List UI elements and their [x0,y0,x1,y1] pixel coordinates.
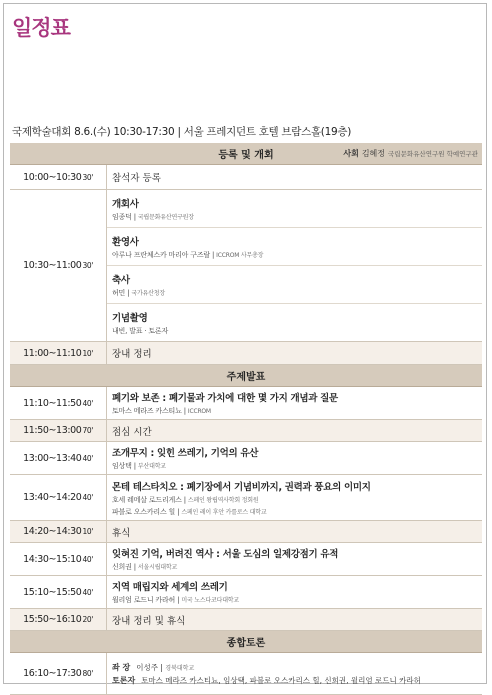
talk-title: 잊혀진 기억, 버려진 역사 : 서울 도심의 일제강점기 유적 [112,549,339,560]
time-cell [10,387,107,419]
time-cell [10,165,107,189]
schedule-row-talk [10,387,482,420]
content-cell [107,420,482,441]
schedule-row-rest [10,521,482,543]
time-cell [10,342,107,364]
time-cell [10,420,107,441]
time-range: 16:10~17:30 [23,668,82,679]
content-cell [107,442,482,474]
content-cell [107,543,482,575]
schedule-row-talk [10,475,482,521]
time-range: 10:30~11:00 [23,260,82,271]
time-range: 11:50~13:00 [23,425,82,436]
item-title: 환영사 [112,236,139,248]
time-range: 13:00~13:40 [23,452,82,464]
time-cell [10,653,107,694]
item-title: 축사 [112,274,130,286]
section-header-keynote [10,365,482,387]
content-cell [107,521,482,542]
talk-speaker: 호세 레메살 로드리게스 | 스페인 왕립역사학회 정회원 [112,495,259,504]
item-speaker: 임종덕 | 국립문화유산연구원장 [112,212,194,221]
duration: 30' [82,172,93,182]
session-title: 장내 정리 및 휴식 [112,615,186,627]
schedule-table [10,143,482,695]
time-cell [10,442,107,474]
duration: 80' [82,669,93,678]
section-header-discussion [10,631,482,653]
duration: 30' [82,261,93,270]
content-cell [107,342,482,364]
content-cell [107,387,482,419]
talk-speaker: 임상택 | 부산대학교 [112,462,166,470]
moderator-info [343,143,478,164]
schedule-row-lunch [10,420,482,442]
time-range: 15:50~16:10 [23,614,82,625]
moderator-label: 사회 [343,149,359,158]
time-cell [10,475,107,520]
duration: 40' [82,398,93,408]
schedule-row-talk [10,543,482,576]
schedule-row-opening [10,190,482,342]
time-range: 14:30~15:10 [23,553,82,565]
section-title: 등록 및 개회 [218,150,274,161]
content-cell [107,609,482,630]
section-header-opening [10,143,482,165]
duration: 70' [82,426,93,435]
item-title: 개회사 [112,198,139,210]
time-range: 10:00~10:30 [23,171,82,183]
opening-item [107,266,482,304]
talk-title: 지역 매립지와 세계의 쓰레기 [112,582,228,593]
section-title: 주제발표 [226,372,266,383]
duration: 40' [82,554,93,564]
talk-speaker: 파블로 오스카리스 힐 | 스페인 레이 후안 카를로스 대학교 [112,507,267,516]
opening-item [107,228,482,266]
discussion-panel: 토론자 토마스 메라즈 카스티뇨, 임상택, 파블로 오스카리스 힐, 신희권, 윌리엄 로드니 카라허 [112,675,421,685]
item-title: 기념촬영 [112,312,148,324]
moderator-org: 국립문화유산연구원 학예연구관 [388,150,478,158]
content-cell [107,165,482,189]
duration: 10' [82,348,93,358]
page-title: 일정표 [12,16,70,40]
time-range: 11:10~11:50 [23,397,82,409]
session-title: 휴식 [112,527,131,539]
time-range: 11:00~11:10 [23,347,82,359]
duration: 40' [82,493,93,502]
item-speaker: 허민 | 국가유산청장 [112,288,165,297]
talk-speaker: 토마스 메라즈 카스티뇨 | ICCROM [112,407,211,415]
discussion-chair: 좌 장 이성주 | 경북대학교 [112,662,195,672]
talk-title: 폐기와 보존 : 폐기물과 가치에 대한 몇 가지 개념과 질문 [112,393,338,404]
time-cell [10,190,107,341]
time-range: 13:40~14:20 [23,492,82,503]
conference-info: 국제학술대회 8.6.(수) 10:30-17:30 | 서울 프레지던트 호텔 브람스홀(19층) [12,126,351,138]
time-cell [10,521,107,542]
time-cell [10,543,107,575]
section-title: 종합토론 [226,638,266,649]
content-cell [107,475,482,520]
duration: 40' [82,453,93,463]
time-cell [10,576,107,608]
time-range: 14:20~14:30 [23,526,82,537]
talk-title: 몬테 테스타치오 : 폐기장에서 기념비까지, 권력과 풍요의 이미지 [112,481,371,493]
talk-speaker: 윌리엄 로드니 카라허 | 미국 노스다코다대학교 [112,596,239,604]
schedule-row-break [10,342,482,365]
schedule-row-talk [10,576,482,609]
item-speaker: 내빈, 발표 · 토론자 [112,326,169,335]
moderator-name: 김혜정 [361,149,386,158]
session-title: 참석자 등록 [112,173,161,184]
opening-item [107,190,482,228]
time-cell [10,609,107,630]
opening-item [107,304,482,341]
item-speaker: 아루나 프란체스카 마리아 구즈랄 | ICCROM 사무총장 [112,250,264,259]
content-cell [107,576,482,608]
session-title: 점심 시간 [112,426,152,438]
time-range: 15:10~15:50 [23,586,82,598]
session-title: 장내 정리 [112,349,152,360]
schedule-row-registration [10,165,482,190]
talk-title: 조개무지 : 잊힌 쓰레기, 기억의 유산 [112,448,259,459]
content-cell [107,190,482,341]
duration: 40' [82,587,93,597]
schedule-row-talk [10,442,482,475]
content-cell [107,653,482,694]
schedule-row-break [10,609,482,631]
duration: 10' [82,527,93,536]
talk-speaker: 신희권 | 서울시립대학교 [112,563,178,571]
duration: 20' [82,615,93,624]
